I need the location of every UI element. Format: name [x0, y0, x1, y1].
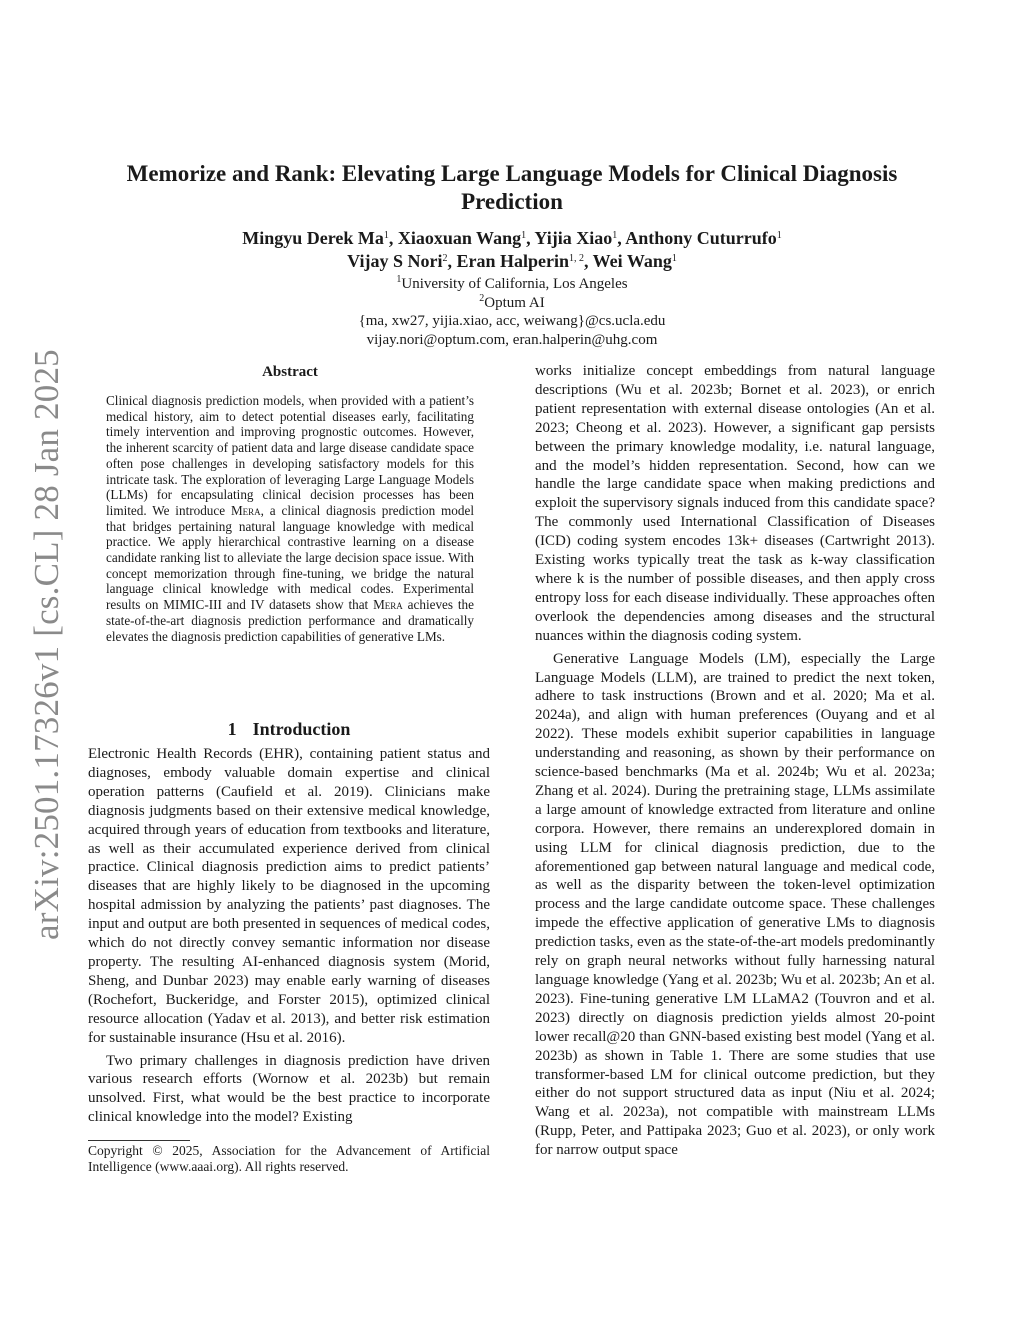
email-line: {ma, xw27, yijia.xiao, acc, weiwang}@cs.ucla.edu [358, 313, 666, 329]
paragraph: Generative Language Models (LM), especially the Large Language Models (LLM), are trained to predict the next token, adhere to task instructions (Brown and et al. 2020; Ma et al. 2024a), and align with human preferences (Ouyang and et al 2022). These models exhibit superior capabilities in language understanding and reasoning, as shown by their performance on science-based benchmarks (Ma et al. 2024b; Wu et al. 2023a; Zhang et al. 2024). During the pretraining stage, LLMs assimilate a large amount of knowledge extracted from literature and online corpora. However, there remains an underexplored domain in using LLM for clinical diagnosis prediction, due to the aforementioned gap between natural language and medical code, as well as the disparity between the token-level optimization process and the large candidate outcome space. These challenges impede the effective application of generative LMs to diagnosis prediction tasks, even as the state-of-the-art models predominantly rely on graph neural networks without fully harnessing natural language knowledge (Yang et al. 2023b; Wu et al. 2023b; An et al. 2023). Fine-tuning generative LM LLaMA2 (Touvron and et al. 2023) directly on diagnosis prediction yields almost 20-point lower recall@20 than GNN-based existing best model (Yang et al. 2023b) as shown in Table 1. There are some studies that use transformer-based LM for clinical outcome prediction, but they either do not support structured data as input (Niu et al. 2024; Wang et al. 2023a), not compatible with mainstream LLMs (Rupp, Peter, and Pattipaka 2023; Guo et al. 2023), or only work for narrow output space [535, 650, 935, 1159]
paragraph: Electronic Health Records (EHR), containing patient status and diagnoses, embody valuable domain expertise and clinical operation patterns (Caufield et al. 2019). Clinicians make diagnosis judgments based on their extensive medical knowledge, acquired through years of education from textbooks and literature, as well as their accumulated experience derived from clinical practice. Clinical diagnosis prediction aims to predict patients’ diseases that are highly likely to be diagnosed in the upcoming hospital admission by analyzing the patients’ past diagnoses. The input and output are both presented in sequences of medical codes, which do not directly convey semantic information nor disease property. The resulting AI-enhanced diagnosis system (Morid, Sheng, and Dunbar 2023) may enable early warning of diseases (Rochefort, Buckeridge, and Forster 2015), optimized clinical resource allocation (Yadav et al. 2013), and better risk estimation for sustainable insurance (Hsu et al. 2016). [88, 746, 490, 1046]
author-affil-mark: 1, 2 [568, 253, 584, 264]
model-name: Mera [230, 502, 261, 518]
author-name: Eran Halperin [456, 251, 569, 271]
author-affil-mark: 2 [442, 253, 448, 264]
section-title: Introduction [252, 719, 351, 739]
paragraph: works initialize concept embeddings from natural language descriptions (Wu et al. 2023b; Bornet et al. 2023), or enrich patient representation with external disease ontologies (An et al. 2023; Cheong et al. 2023). However, a significant gap persists between the primary knowledge modality, i.e. natural language, and the model’s hidden representation. Second, how can we handle the large candidate space when making predictions and exploit the supervisory signals induced from this candidate space? The commonly used International Classification of Diseases (ICD) coding system encodes 13k+ diseases (Cartwright 2013). Existing works typically treat the task as k-way classification where k is the number of possible diseases, and then apply cross entropy loss for each disease individually. These approaches often overlook the dependencies among diseases and the structural nuances within the diagnosis coding system. [535, 363, 935, 644]
section-heading-introduction [88, 719, 490, 740]
author-name: Xiaoxuan Wang [397, 228, 522, 248]
email-line: vijay.nori@optum.com, eran.halperin@uhg.com [366, 331, 658, 348]
paragraph: Two primary challenges in diagnosis prediction have driven various research efforts (Wornow et al. 2023b) but remain unsolved. First, what would be the best practice to incorporate clinical knowledge into the model? Existing [88, 1052, 490, 1126]
author-list: Mingyu Derek Ma$^1$, Xiaoxuan Wang$^1$, Yijia Xiao$^1$, Anthony Cuturrufo$^1$ Vijay S Nori$^2$, Eran Halperin$^{1, 2}$, Wei Wang$^1$ [242, 228, 782, 271]
abstract-body: Clinical diagnosis prediction models, when provided with a patient’s medical history, aim to detect potential diseases early, facilitating timely intervention and improving prognostic outcomes. However, the inherent scarcity of patient data and large disease candidate space often pose challenges in developing satisfactory models for this intricate task. The exploration of leveraging Large Language Models (LLMs) for encapsulating clinical decision processes has been limited. We introduce Mera, a clinical diagnosis prediction model that bridges pertaining natural language knowledge with medical practice. We apply hierarchical contrastive learning on a disease candidate ranking list to alleviate the large decision space issue. With concept memorization through fine-tuning, we bridge the natural language clinical knowledge with medical codes. Experimental results on MIMIC-III and IV datasets show that Mera achieves the state-of-the-art diagnosis prediction performance and dramatically elevates the diagnosis prediction capabilities of generative LMs. [106, 393, 474, 644]
author-affil-mark: 1 [671, 253, 677, 264]
paper-title: Memorize and Rank: Elevating Large Language Models for Clinical Diagnosis Prediction [126, 161, 898, 214]
author-affil-mark: 1 [521, 230, 527, 241]
author-name: Anthony Cuturrufo [625, 228, 777, 248]
affiliation: $^2$Optum AI [479, 292, 545, 311]
copyright-notice: Copyright © 2025, Association for the Advancement of Artificial Intelligence (www.aaai.org). All rights reserved. [88, 1143, 490, 1174]
author-name: Wei Wang [592, 251, 672, 271]
author-name: Vijay S Nori [347, 251, 443, 271]
author-affil-mark: 1 [383, 230, 389, 241]
arxiv-stamp: arXiv:2501.17326v1 [cs.CL] 28 Jan 2025 [27, 349, 66, 940]
right-column-body [535, 362, 935, 1160]
affiliations [100, 275, 924, 349]
author-name: Yijia Xiao [534, 228, 613, 248]
footnote-rule [88, 1140, 190, 1141]
author-name: Mingyu Derek Ma [242, 228, 384, 248]
abstract-heading: Abstract [262, 364, 318, 380]
left-column-body [88, 745, 490, 1127]
model-name: Mera [373, 597, 403, 613]
affiliation: $^1$University of California, Los Angeles [396, 274, 628, 292]
author-affil-mark: 1 [776, 230, 782, 241]
section-number: 1 [227, 719, 237, 739]
author-affil-mark: 1 [612, 230, 618, 241]
